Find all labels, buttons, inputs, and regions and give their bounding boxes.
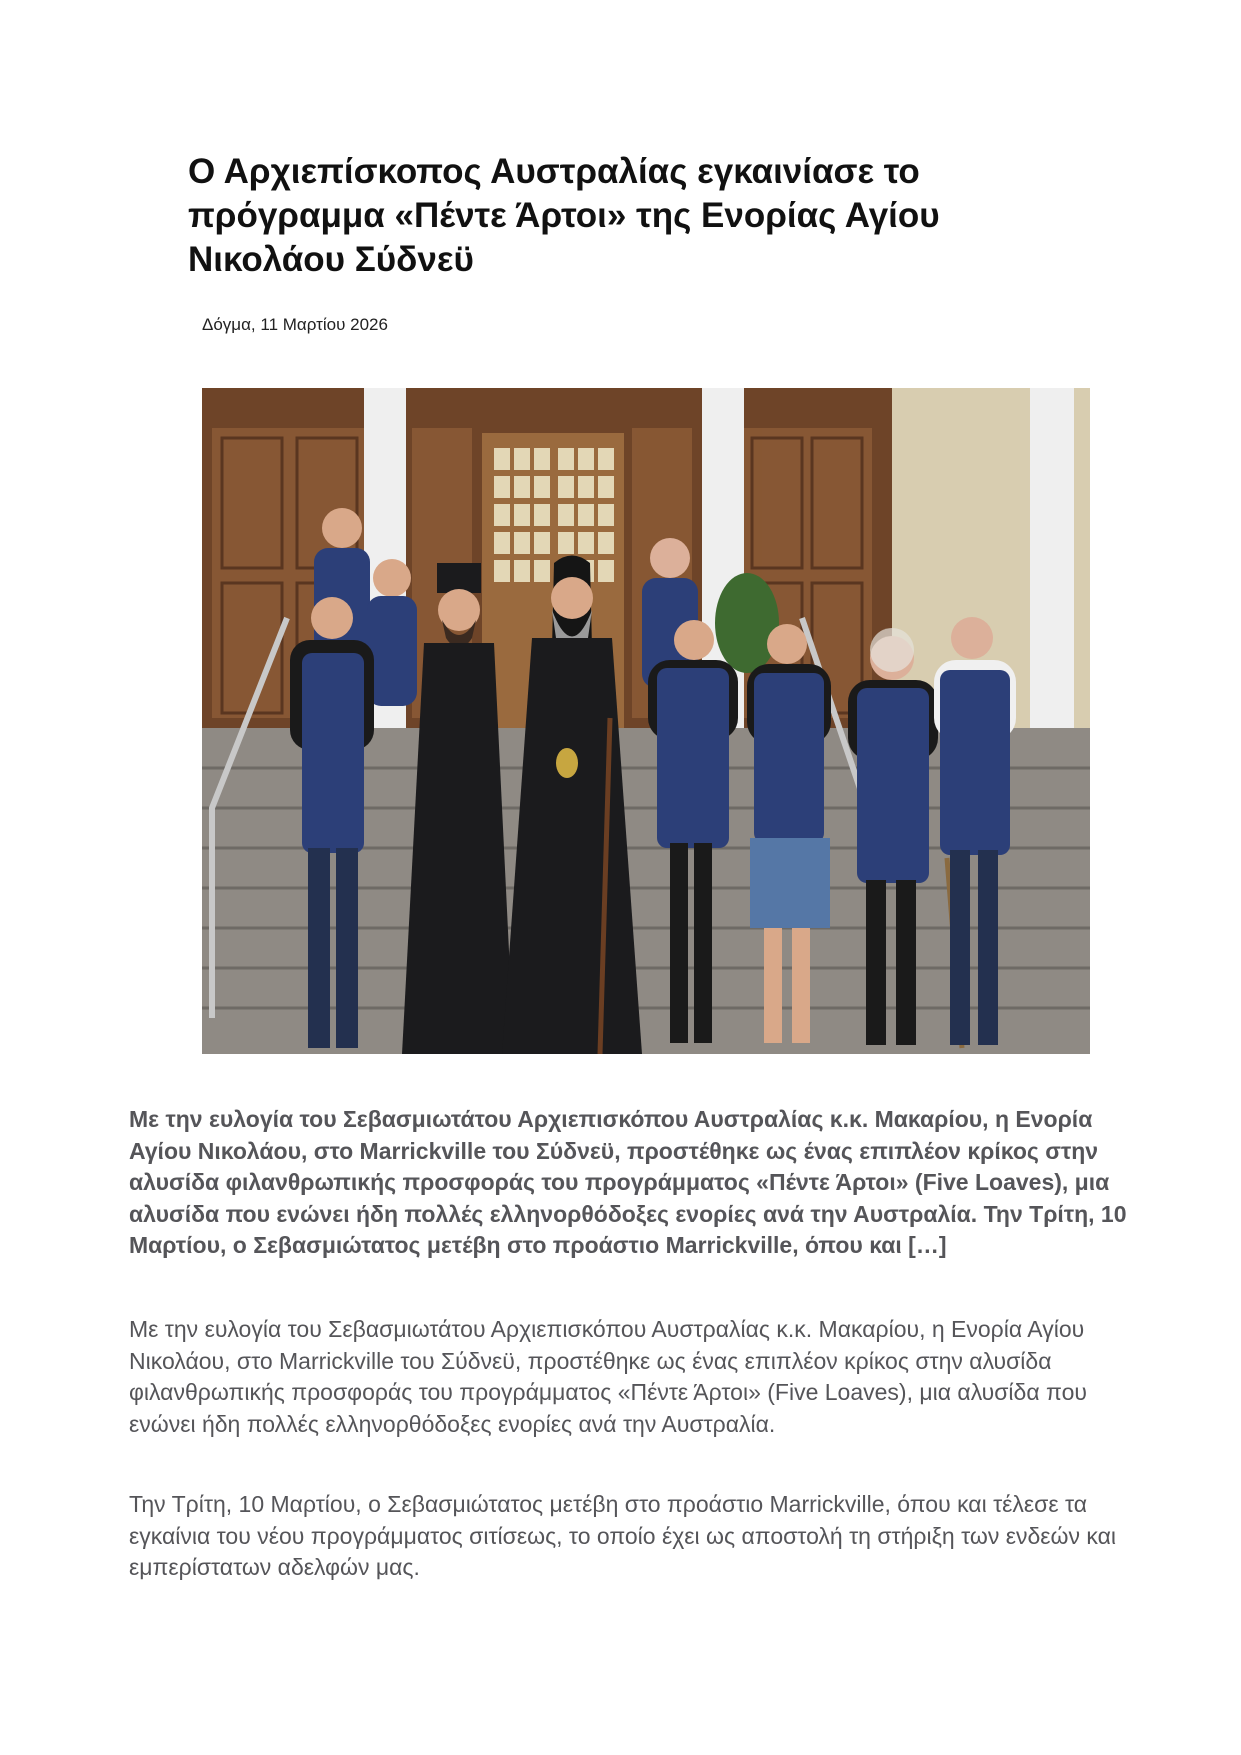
group-photo-illustration (202, 388, 1090, 1054)
article-lead: Με την ευλογία του Σεβασμιωτάτου Αρχιεπισκόπου Αυστραλίας κ.κ. Μακαρίου, η Ενορία Αγίου Νικολάου, στο Marrickville του Σύδνεϋ, προστέθηκε ως ένας επιπλέον κρίκος στην αλυσίδα φιλανθρωπικής προσφοράς του προγράμματος «Πέντε Άρτοι» (Five Loaves), μια αλυσίδα που ενώνει ήδη πολλές ελληνορθόδοξες ενορίες ανά την Αυστραλία. Την Τρίτη, 10 Μαρτίου, ο Σεβασμιώτατος μετέβη στο προάστιο Marrickville, όπου και […] (129, 1106, 1127, 1258)
article-paragraph-2: Την Τρίτη, 10 Μαρτίου, ο Σεβασμιώτατος μετέβη στο προάστιο Marrickville, όπου και τέλεσε τα εγκαίνια του νέου προγράμματος σιτίσεως, το οποίο έχει ως αποστολή τη στήριξη των ενδεών και εμπερίστατων αδελφών μας. (129, 1491, 1117, 1580)
article-title: Ο Αρχιεπίσκοπος Αυστραλίας εγκαινίασε το πρόγραμμα «Πέντε Άρτοι» της Ενορίας Αγίου Νικολάου Σύδνεϋ (188, 152, 940, 279)
article-dateline: Δόγμα, 11 Μαρτίου 2026 (202, 315, 388, 334)
article-photo (202, 388, 1090, 1054)
article-paragraph-1: Με την ευλογία του Σεβασμιωτάτου Αρχιεπισκόπου Αυστραλίας κ.κ. Μακαρίου, η Ενορία Αγίου Νικολάου, στο Marrickville του Σύδνεϋ, προστέθηκε ως ένας επιπλέον κρίκος στην αλυσίδα φιλανθρωπικής προσφοράς του προγράμματος «Πέντε Άρτοι» (Five Loaves), μια αλυσίδα που ενώνει ήδη πολλές ελληνορθόδοξες ενορίες ανά την Αυστραλία. (129, 1316, 1087, 1437)
